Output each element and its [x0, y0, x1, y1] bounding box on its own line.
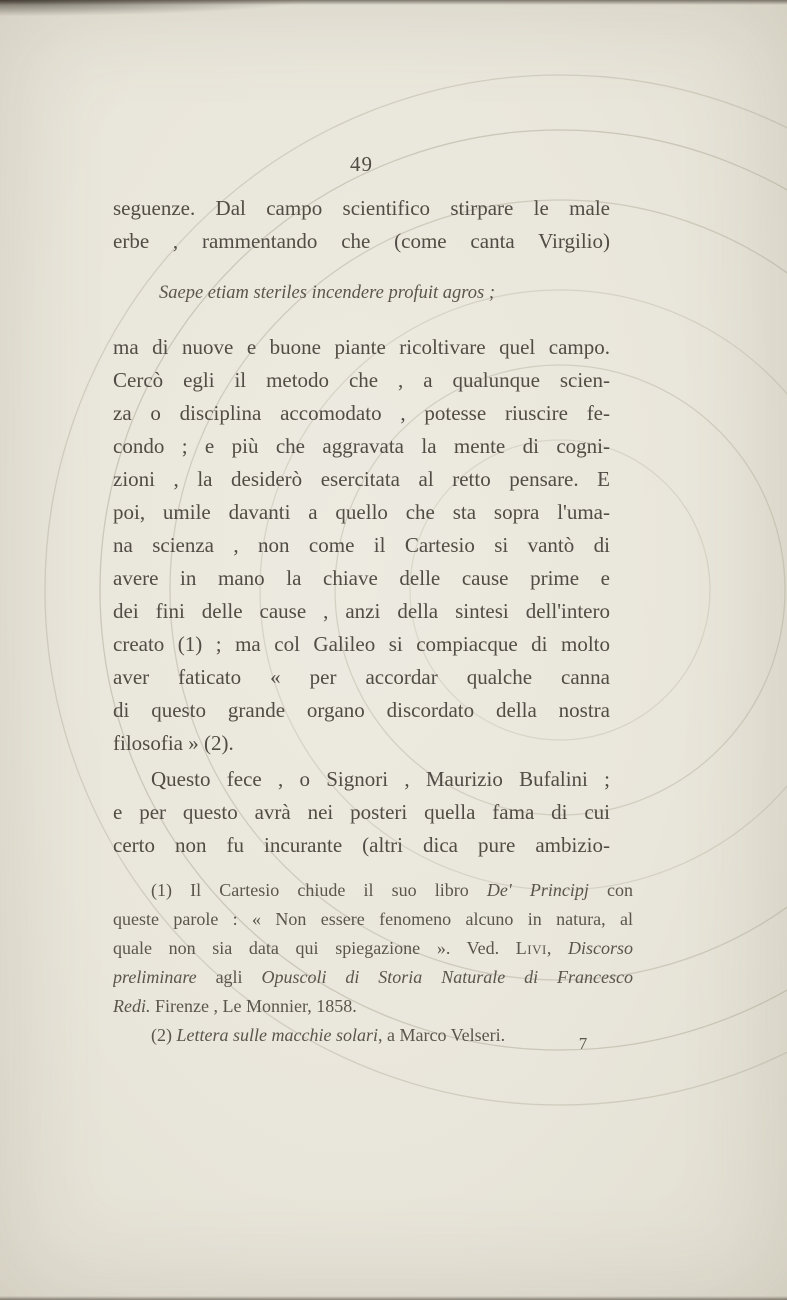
- text-line: di questo grande organo discordato della nostra: [113, 698, 610, 722]
- text-line: e per questo avrà nei posteri quella fama di cui: [113, 800, 610, 824]
- text-segment: Firenze , Le Monnier, 1858.: [150, 996, 357, 1016]
- text-segment: Livi: [515, 938, 547, 958]
- text-segment: (1) Il Cartesio chiude il suo libro: [151, 880, 487, 900]
- text-segment: Opuscoli di Storia Naturale di Francesco: [261, 967, 633, 987]
- paragraph-main: [113, 331, 610, 760]
- text-line: aver faticato « per accordar qualche canna: [113, 665, 610, 689]
- text-line: [113, 963, 633, 992]
- scan-edge-bottom: [0, 1296, 787, 1300]
- text-line: dei fini delle cause , anzi della sintesi dell'intero: [113, 599, 610, 623]
- text-line: erbe , rammentando che (come canta Virgilio): [113, 229, 610, 253]
- text-line: [113, 992, 633, 1021]
- text-block: [113, 192, 610, 862]
- text-segment: queste parole : « Non essere fenomeno alcuno in natura, al: [113, 909, 633, 929]
- text-line: certo non fu incurante (altri dica pure ambizio-: [113, 833, 610, 857]
- text-line: avere in mano la chiave delle cause prime e: [113, 566, 610, 590]
- text-line: [113, 876, 633, 905]
- text-segment: Redi.: [113, 996, 151, 1016]
- footnotes-block: [113, 876, 633, 1050]
- text-line: [113, 934, 633, 963]
- text-segment: con: [588, 880, 633, 900]
- text-line: filosofia » (2).: [113, 731, 234, 755]
- footnote-1: [113, 876, 633, 1021]
- text-line: poi, umile davanti a quello che sta sopra l'uma-: [113, 500, 610, 524]
- text-segment: Lettera sulle macchie solari: [176, 1025, 378, 1045]
- text-line: [113, 905, 633, 934]
- latin-quote: Saepe etiam steriles incendere profuit agros ;: [159, 283, 496, 303]
- text-line: na scienza , non come il Cartesio si vantò di: [113, 533, 610, 557]
- text-segment: preliminare: [113, 967, 197, 987]
- text-line: zioni , la desiderò esercitata al retto pensare. E: [113, 467, 610, 491]
- text-line: Cercò egli il metodo che , a qualunque scien-: [113, 368, 610, 392]
- text-line: condo ; e più che aggravata la mente di cogni-: [113, 434, 610, 458]
- text-line: seguenze. Dal campo scientifico stirpare le male: [113, 196, 610, 220]
- text-segment: (2): [151, 1025, 177, 1045]
- text-segment: quale non sia data qui spiegazione ». Ved.: [113, 938, 516, 958]
- text-line: creato (1) ; ma col Galileo si compiacque di molto: [113, 632, 610, 656]
- text-segment: agli: [196, 967, 262, 987]
- paragraph-continuation: [113, 192, 610, 258]
- text-segment: De' Principj: [486, 880, 589, 900]
- text-segment: Discorso: [567, 938, 633, 958]
- text-segment: , a Marco Velseri.: [377, 1025, 506, 1045]
- text-line: za o disciplina accomodato , potesse riuscire fe-: [113, 401, 610, 425]
- page-number: 49: [350, 152, 373, 176]
- signature-mark: 7: [578, 1034, 588, 1053]
- text-line: Questo fece , o Signori , Maurizio Bufalini ;: [151, 767, 610, 791]
- text-line: ma di nuove e buone piante ricoltivare quel campo.: [113, 335, 610, 359]
- text-segment: ,: [546, 938, 568, 958]
- paragraph-closing: [113, 763, 610, 862]
- footnote-2: [113, 1021, 633, 1050]
- scan-edge-top-left: [0, 0, 300, 16]
